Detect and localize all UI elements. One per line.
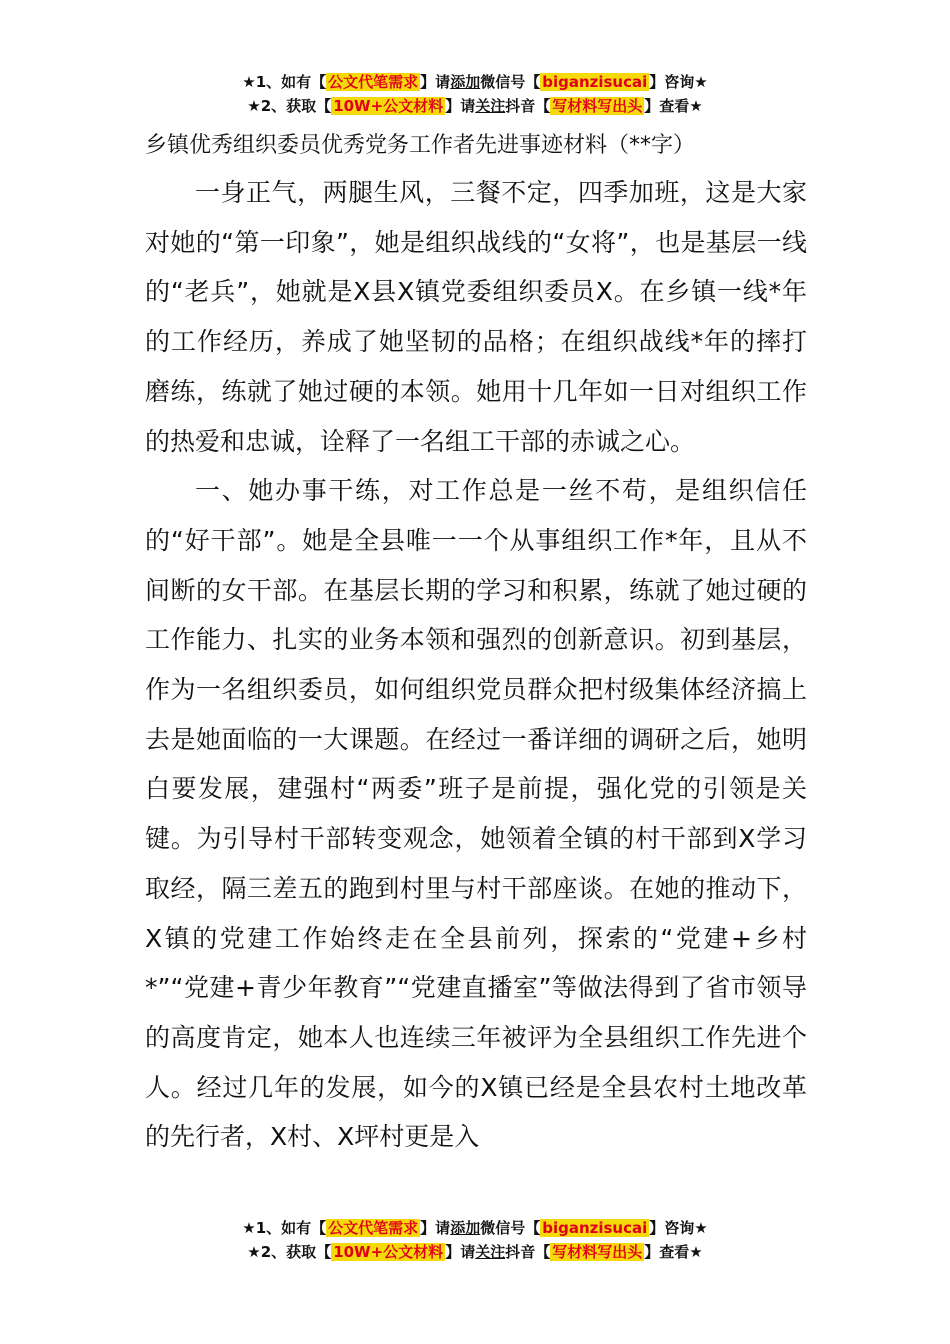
banner-highlight: 10W+公文材料 (333, 1243, 444, 1261)
banner-line-1 (0, 70, 950, 94)
banner-text: 】查看★ (644, 97, 703, 115)
document-title: 乡镇优秀组织委员优秀党务工作者先进事迹材料（**字） (145, 133, 696, 158)
banner-text: ★2、获取【 (247, 1243, 332, 1261)
banner-douyin-name: 写材料写出头 (552, 97, 643, 115)
banner-text: ★1、如有【 (242, 73, 327, 91)
banner-text: ★2、获取【 (247, 97, 332, 115)
banner-text: ★1、如有【 (242, 1219, 327, 1237)
banner-underline-text: 添加 (450, 73, 481, 91)
banner-text: 微信号【 (480, 73, 541, 91)
banner-text: 】请 (445, 1243, 476, 1261)
document-body (145, 168, 807, 1162)
banner-wechat-id: biganzisucai (542, 73, 648, 91)
banner-underline-text: 添加 (450, 1219, 481, 1237)
banner-text: 】请 (420, 73, 451, 91)
banner-wechat-id: biganzisucai (542, 1219, 648, 1237)
banner-line-2 (0, 94, 950, 118)
banner-text: 抖音【 (505, 97, 551, 115)
banner-text: 】查看★ (644, 1243, 703, 1261)
banner-text: 】请 (420, 1219, 451, 1237)
banner-highlight: 公文代笔需求 (328, 73, 419, 91)
banner-line-2 (0, 1240, 950, 1264)
footer-banner (0, 1216, 950, 1264)
banner-line-1 (0, 1216, 950, 1240)
banner-highlight: 10W+公文材料 (333, 97, 444, 115)
banner-text: 抖音【 (505, 1243, 551, 1261)
paragraph-section-1: 一、她办事干练，对工作总是一丝不苟，是组织信任的“好干部”。她是全县唯一一个从事组织工作*年，且从不间断的女干部。在基层长期的学习和积累，练就了她过硬的工作能力、扎实的业务本领和强烈的创新意识。初到基层，作为一名组织委员，如何组织党员群众把村级集体经济搞上去是她面临的一大课题。在经过一番详细的调研之后，她明白要发展，建强村“两委”班子是前提，强化党的引领是关键。为引导村干部转变观念，她领着全镇的村干部到X学习取经，隔三差五的跑到村里与村干部座谈。在她的推动下，X镇的党建工作始终走在全县前列，探索的“党建+乡村*”“党建+青少年教育”“党建直播室”等做法得到了省市领导的高度肯定，她本人也连续三年被评为全县组织工作先进个人。经过几年的发展，如今的X镇已经是全县农村土地改革的先行者，X村、X坪村更是入 (145, 476, 807, 1152)
banner-text: 】咨询★ (649, 1219, 708, 1237)
header-banner (0, 70, 950, 118)
paragraph-intro: 一身正气，两腿生风，三餐不定，四季加班，这是大家对她的“第一印象”，她是组织战线的“女将”，也是基层一线的“老兵”，她就是X县X镇党委组织委员X。在乡镇一线*年的工作经历，养成了她坚韧的品格；在组织战线*年的摔打磨练，练就了她过硬的本领。她用十几年如一日对组织工作的热爱和忠诚，诠释了一名组工干部的赤诚之心。 (145, 178, 807, 456)
banner-text: 】咨询★ (649, 73, 708, 91)
banner-underline-text: 关注 (475, 1243, 506, 1261)
banner-douyin-name: 写材料写出头 (552, 1243, 643, 1261)
banner-text: 微信号【 (480, 1219, 541, 1237)
banner-text: 】请 (445, 97, 476, 115)
banner-underline-text: 关注 (475, 97, 506, 115)
banner-highlight: 公文代笔需求 (328, 1219, 419, 1237)
